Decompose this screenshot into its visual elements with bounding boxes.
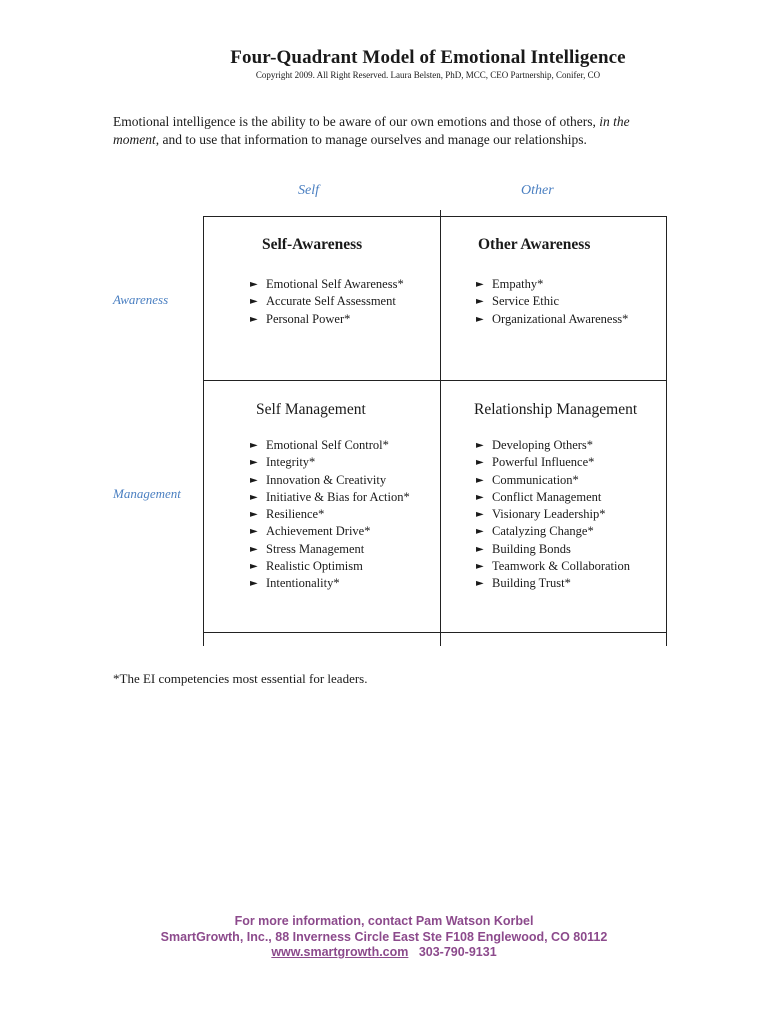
bullet-arrow-icon: ► — [250, 440, 258, 451]
list-item: ► Personal Power* — [250, 311, 404, 328]
quadrant-title-relationship-management: Relationship Management — [474, 401, 638, 418]
bullet-arrow-icon: ► — [250, 279, 258, 290]
bullet-arrow-icon: ► — [476, 543, 484, 555]
list-item: ► Emotional Self Awareness* — [250, 276, 404, 293]
phone-number: 303-790-9131 — [418, 945, 497, 959]
bullet-arrow-icon: ► — [250, 474, 258, 486]
grid-top-border — [203, 216, 667, 217]
grid-middle-border — [203, 380, 667, 381]
list-item: ► Communication* — [476, 472, 630, 489]
footer-contact — [0, 914, 768, 961]
list-item: ► Stress Management — [250, 541, 410, 558]
list-item: ► Initiative & Bias for Action* — [250, 489, 410, 506]
column-label-other: Other — [521, 183, 554, 198]
bullet-arrow-icon: ► — [476, 578, 484, 590]
list-self-awareness — [250, 276, 404, 328]
list-item: ► Building Trust* — [476, 575, 630, 592]
list-item: ► Developing Others* — [476, 437, 630, 454]
footer-contact-line: For more information, contact Pam Watson Korbel — [234, 914, 534, 928]
bullet-arrow-icon: ► — [476, 440, 484, 451]
grid-left-border — [203, 216, 204, 646]
footer-address-line: SmartGrowth, Inc., 88 Inverness Circle East Ste F108 Englewood, CO 80112 — [160, 929, 608, 944]
footnote: *The EI competencies most essential for leaders. — [113, 671, 368, 686]
quadrant-title-self-awareness: Self-Awareness — [262, 236, 363, 253]
bullet-arrow-icon: ► — [476, 296, 484, 308]
bullet-arrow-icon: ► — [476, 509, 484, 521]
list-item: ► Empathy* — [476, 276, 628, 293]
copyright-line: Copyright 2009. All Right Reserved. Laura Belsten, PhD, MCC, CEO Partnership, Conifer, CO — [255, 70, 601, 80]
bullet-arrow-icon: ► — [250, 543, 258, 555]
bullet-arrow-icon: ► — [250, 509, 258, 521]
list-item: ► Resilience* — [250, 506, 410, 523]
bullet-arrow-icon: ► — [250, 296, 258, 308]
list-item: ► Innovation & Creativity — [250, 472, 410, 489]
bullet-arrow-icon: ► — [250, 457, 258, 469]
intro-paragraph — [113, 113, 658, 149]
list-item: ► Powerful Influence* — [476, 454, 630, 471]
list-self-management — [250, 437, 410, 593]
intro-text-part2: , and to use that information to manage ourselves and manage our relationships. — [155, 132, 587, 147]
intro-emphasis: in the moment — [113, 114, 630, 147]
grid-bottom-border — [203, 632, 667, 633]
bullet-arrow-icon: ► — [476, 491, 484, 503]
bullet-arrow-icon: ► — [250, 491, 258, 503]
intro-text-part1: Emotional intelligence is the ability to be aware of our own emotions and those of others, — [113, 114, 600, 129]
website-link[interactable]: www.smartgrowth.com — [271, 945, 409, 959]
quadrant-title-self-management: Self Management — [256, 401, 366, 418]
row-label-awareness: Awareness — [113, 292, 169, 307]
bullet-arrow-icon: ► — [250, 561, 258, 573]
bullet-arrow-icon: ► — [476, 279, 484, 290]
bullet-arrow-icon: ► — [476, 457, 484, 469]
bullet-arrow-icon: ► — [250, 313, 258, 325]
list-item: ► Visionary Leadership* — [476, 506, 630, 523]
list-item: ► Organizational Awareness* — [476, 311, 628, 328]
list-other-awareness — [476, 276, 628, 328]
list-item: ► Integrity* — [250, 454, 410, 471]
bullet-arrow-icon: ► — [476, 313, 484, 325]
grid-center-divider — [440, 210, 441, 646]
quadrant-title-other-awareness: Other Awareness — [478, 236, 591, 253]
list-item: ► Catalyzing Change* — [476, 523, 630, 540]
list-item: ► Accurate Self Assessment — [250, 293, 404, 310]
list-item: ► Emotional Self Control* — [250, 437, 410, 454]
row-label-management: Management — [113, 486, 181, 501]
list-relationship-management — [476, 437, 630, 593]
list-item: ► Service Ethic — [476, 293, 628, 310]
list-item: ► Building Bonds — [476, 541, 630, 558]
bullet-arrow-icon: ► — [476, 526, 484, 538]
bullet-arrow-icon: ► — [476, 561, 484, 573]
bullet-arrow-icon: ► — [250, 578, 258, 590]
footer-web-line — [0, 945, 768, 961]
grid-right-border — [666, 216, 667, 646]
list-item: ► Teamwork & Collaboration — [476, 558, 630, 575]
bullet-arrow-icon: ► — [250, 526, 258, 538]
list-item: ► Realistic Optimism — [250, 558, 410, 575]
bullet-arrow-icon: ► — [476, 474, 484, 486]
document-title: Four-Quadrant Model of Emotional Intelligence — [230, 47, 626, 68]
list-item: ► Intentionality* — [250, 575, 410, 592]
list-item: ► Conflict Management — [476, 489, 630, 506]
column-label-self: Self — [298, 183, 319, 198]
list-item: ► Achievement Drive* — [250, 523, 410, 540]
